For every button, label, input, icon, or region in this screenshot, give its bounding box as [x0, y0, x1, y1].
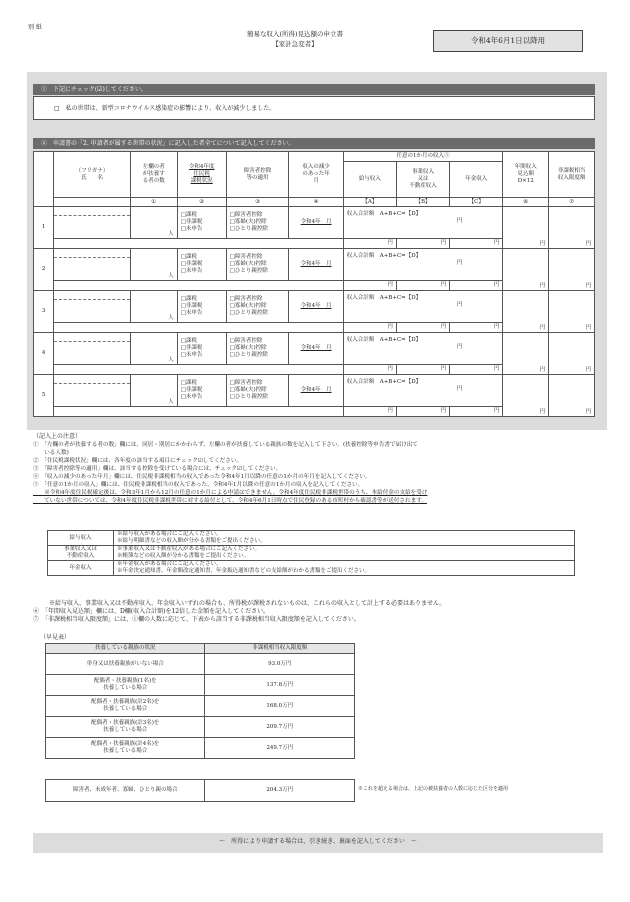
reference-row [46, 717, 355, 738]
income-doc-row [48, 531, 575, 546]
annual-cell[interactable]: 円 [503, 375, 549, 417]
name-cell[interactable] [54, 249, 131, 281]
header-tax-status: 令和4年度 住民税 課税状況 [177, 152, 226, 198]
reference-status: 配偶者・扶養親族(計3名)を 扶養している場合 [46, 717, 205, 738]
header-limit: 非課税相当 収入限度額 [549, 152, 595, 198]
income-total-cell[interactable]: 収入合計額 A+B+C=【D】 円 [343, 333, 503, 365]
reference-table [45, 643, 355, 759]
name-cell[interactable] [54, 291, 131, 323]
reduction-month-cell[interactable]: 令和4年 月 [289, 375, 343, 407]
pension-cell[interactable]: 円 [450, 323, 503, 333]
header-reduction-month: 収入の減少 のあった年 月 [289, 152, 343, 198]
salary-cell[interactable]: 円 [343, 281, 396, 291]
business-cell[interactable]: 円 [396, 239, 449, 249]
colnum-3: ③ [226, 198, 289, 207]
header-salary: 給与収入 [343, 162, 396, 198]
row-number: 3 [34, 291, 54, 333]
income-doc-row [48, 561, 575, 576]
salary-cell[interactable]: 円 [343, 239, 396, 249]
row-number-header [34, 152, 54, 207]
table-row [34, 207, 595, 239]
limit-cell[interactable]: 円 [549, 291, 595, 333]
colnum-1: ① [130, 198, 177, 207]
footer-note: ～ 所得により申請する場合は、引き続き、裏面を記入してください ～ [219, 838, 417, 845]
name-cell[interactable] [54, 207, 131, 239]
row-number: 5 [34, 375, 54, 417]
salary-cell[interactable]: 円 [343, 365, 396, 375]
income-total-cell[interactable]: 収入合計額 A+B+C=【D】 円 [343, 207, 503, 239]
income-total-cell[interactable]: 収入合計額 A+B+C=【D】 円 [343, 375, 503, 407]
tax-status-cell[interactable]: □課税 □非課税 □未申告 [177, 207, 226, 239]
colnum-2: ② [177, 198, 226, 207]
income-doc-label: 給与収入 [48, 531, 114, 546]
colnum-4: ④ [289, 198, 343, 207]
ref-col-status: 扶養している親族の状況 [46, 644, 205, 654]
business-cell[interactable]: 円 [396, 365, 449, 375]
reference-limit: 93.0万円 [205, 654, 355, 675]
instruction-item: ③ 「障害者控除等の適用」欄は、該当する控除を受けている場合には、チェック☑してください。 [33, 466, 282, 472]
tax-status-cell[interactable]: □課税 □非課税 □未申告 [177, 375, 226, 407]
reduction-month-cell[interactable]: 令和4年 月 [289, 333, 343, 365]
pension-cell[interactable]: 円 [450, 281, 503, 291]
household-income-table [33, 151, 595, 417]
effective-date-box: 令和4年6月1日以降用 [433, 30, 583, 52]
reduction-month-cell[interactable]: 令和4年 月 [289, 249, 343, 281]
instruction-item: ② 「住民税課税状況」欄には、各年度の該当する項目にチェック☑してください。 [33, 458, 243, 464]
name-cell[interactable] [54, 333, 131, 365]
header-pension: 年金収入 [450, 162, 503, 198]
supporters-cell[interactable]: 人 [130, 333, 177, 365]
limit-cell[interactable]: 円 [549, 375, 595, 417]
reference-limit: 137.8万円 [205, 675, 355, 696]
reference-status: 配偶者・扶養親族(計4名)を 扶養している場合 [46, 738, 205, 759]
colnum-6: ⑥ [503, 198, 549, 207]
pension-cell[interactable]: 円 [450, 239, 503, 249]
reference-limit: 168.0万円 [205, 696, 355, 717]
deduction-cell[interactable]: □障害者控除 □寡婦(夫)控除 □ひとり親控除 [226, 291, 289, 323]
section1-box [33, 96, 595, 120]
income-doc-notes: ※年金収入がある場合にご記入ください。 ※年金決定通知書、年金額改定通知書、年金振込通知書などの支給額がわかる書類をご提出ください。 [114, 561, 575, 576]
supporters-cell[interactable]: 人 [130, 207, 177, 239]
business-cell[interactable]: 円 [396, 281, 449, 291]
reference-status: 単身又は扶養親族がいない場合 [46, 654, 205, 675]
pension-cell[interactable]: 円 [450, 365, 503, 375]
row-number: 2 [34, 249, 54, 291]
annual-cell[interactable]: 円 [503, 333, 549, 375]
header-business: 事業収入 又は 不動産収入 [396, 162, 449, 198]
colnum-7: ⑦ [549, 198, 595, 207]
income-doc-notes: ※給与収入がある場合にご記入ください。 ※給与明細書などの収入額が分かる書類をご提出ください。 [114, 531, 575, 546]
income-doc-notes: ※事業収入又は不動産収入がある場合にご記入ください。 ※帳簿などの収入額が分かる書類をご提出ください。 [114, 546, 575, 561]
special-limit-table [45, 779, 355, 802]
after-note-2: ⑦ 「非課税相当収入限度額」には、①欄の人数に応じて、下表から該当する非課税相当収入限度額を記入してください。 [33, 616, 360, 623]
colnum-b: 【B】 [396, 198, 449, 207]
name-cell[interactable] [54, 375, 131, 407]
annual-cell[interactable]: 円 [503, 291, 549, 333]
deduction-cell[interactable]: □障害者控除 □寡婦(夫)控除 □ひとり親控除 [226, 333, 289, 365]
special-status: 障害者、未成年者、寡婦、ひとり親の場合 [46, 780, 205, 802]
after-note-0: ※給与収入、事業収入又は不動産収入、年金収入いずれの場合も、所得税が課税されないものは、これらの収入として計上する必要はありません。 [49, 600, 446, 607]
header-deduction: 障害者控除 等の適用 [226, 152, 289, 198]
row-number: 4 [34, 333, 54, 375]
reduction-month-cell[interactable]: 令和4年 月 [289, 291, 343, 323]
after-notes [33, 600, 603, 624]
deduction-cell[interactable]: □障害者控除 □寡婦(夫)控除 □ひとり親控除 [226, 249, 289, 281]
section1-bar: ① 下記にチェック(☑)してください。 [33, 84, 595, 95]
table-row [34, 375, 595, 407]
supporters-cell[interactable]: 人 [130, 291, 177, 323]
reference-status: 配偶者・扶養親族(計2名)を 扶養している場合 [46, 696, 205, 717]
reference-limit: 209.7万円 [205, 717, 355, 738]
instruction-item: いる人数) [33, 450, 69, 456]
deduction-cell[interactable]: □障害者控除 □寡婦(夫)控除 □ひとり親控除 [226, 207, 289, 239]
pension-cell[interactable]: 円 [450, 407, 503, 417]
limit-cell[interactable]: 円 [549, 333, 595, 375]
income-doc-label: 事業収入又は 不動産収入 [48, 546, 114, 561]
instruction-item: ていない世帯については、令和4年度住民税非課税世帯に対する給付として、令和4年6月1日時点で住民登録のある市町村から確認書等が送付されます。 [33, 498, 427, 504]
document-subtitle: 【家計急変者】 [272, 40, 318, 48]
reference-row [46, 675, 355, 696]
instructions [33, 433, 603, 505]
business-cell[interactable]: 円 [396, 407, 449, 417]
instruction-item: ① 「左欄の者が扶養する者の数」欄には、同居・別居にかかわらず、左欄の者が扶養している親族の数を記入して下さい。(扶養控除等申告書で届け出て [33, 442, 418, 448]
instruction-item: ※令和4年度住民税確定後は、令和3年1月から12月の任意の1か月による申請はできません。令和4年度住民税非課税世帯のうち、本給付金の支給を受け [33, 490, 428, 496]
limit-cell[interactable]: 円 [549, 249, 595, 291]
income-total-cell[interactable]: 収入合計額 A+B+C=【D】 円 [343, 291, 503, 323]
tax-status-cell[interactable]: □課税 □非課税 □未申告 [177, 291, 226, 323]
attachment-label: 別 紙 [28, 24, 42, 31]
income-total-cell[interactable]: 収入合計額 A+B+C=【D】 円 [343, 249, 503, 281]
header-any-month: 任意の1か月の収入⑤ [343, 152, 503, 162]
instruction-item: ④ 「収入の減少のあった年月」欄には、住民税非課税相当の収入であった令和4年1月以降の任意の1か月の年月を記入してください。 [33, 474, 371, 480]
header-supporters: 左欄の者 が扶養す る者の数 [130, 152, 177, 198]
reference-row [46, 696, 355, 717]
supporters-cell[interactable]: 人 [130, 249, 177, 281]
special-limit: 204.3万円 [205, 780, 355, 802]
header-annual: 年間収入 見込額 D×12 [503, 152, 549, 198]
hardship-checkbox-statement[interactable]: □ 私の世帯は、新型コロナウイルス感染症の影響により、収入が減少しました。 [54, 105, 276, 112]
limit-cell[interactable]: 円 [549, 207, 595, 249]
table-row [34, 333, 595, 365]
instruction-item: ⑤ 「任意の1か月の収入」欄には、住民税非課税相当の収入であった、令和4年1月以降の任意の1か月の収入を記入してください。 [33, 482, 364, 488]
header-name: （フリガナ） 氏 名 [54, 152, 131, 198]
salary-cell[interactable]: 円 [343, 323, 396, 333]
salary-cell[interactable]: 円 [343, 407, 396, 417]
reference-row [46, 654, 355, 675]
reference-limit: 249.7万円 [205, 738, 355, 759]
colnum-a: 【A】 [343, 198, 396, 207]
row-number: 1 [34, 207, 54, 249]
after-note-1: ⑥ 「年間収入見込額」欄には、D欄(収入合計額)を12倍した金額を記入してください。 [33, 608, 270, 615]
annual-cell[interactable]: 円 [503, 249, 549, 291]
reference-caption: （早見表） [40, 634, 71, 641]
income-docs-table [47, 530, 575, 576]
reference-row [46, 738, 355, 759]
deduction-cell[interactable]: □障害者控除 □寡婦(夫)控除 □ひとり親控除 [226, 375, 289, 407]
supporters-cell[interactable]: 人 [130, 375, 177, 407]
table-row [34, 249, 595, 281]
income-doc-row [48, 546, 575, 561]
table-row [34, 291, 595, 323]
document-title: 簡易な収入(所得)見込額の申立書 [246, 30, 344, 38]
tax-status-cell[interactable]: □課税 □非課税 □未申告 [177, 333, 226, 365]
section2-bar: ② 申請書の「2. 申請者が属する世帯の状況」に記入した者全てについて記入してください。 [33, 138, 595, 149]
tax-status-cell[interactable]: □課税 □非課税 □未申告 [177, 249, 226, 281]
reference-side-note: ※これを超える場合は、上記の被扶養者の人数に応じた区分を適用 [358, 786, 509, 792]
colnum-name [54, 198, 131, 207]
reduction-month-cell[interactable]: 令和4年 月 [289, 207, 343, 239]
annual-cell[interactable]: 円 [503, 207, 549, 249]
reference-status: 配偶者・扶養親族(1名)を 扶養している場合 [46, 675, 205, 696]
ref-col-limit: 非課税相当収入限度額 [205, 644, 355, 654]
business-cell[interactable]: 円 [396, 323, 449, 333]
instructions-heading: （記入上の注意） [33, 433, 82, 440]
colnum-c: 【C】 [450, 198, 503, 207]
income-doc-label: 年金収入 [48, 561, 114, 576]
